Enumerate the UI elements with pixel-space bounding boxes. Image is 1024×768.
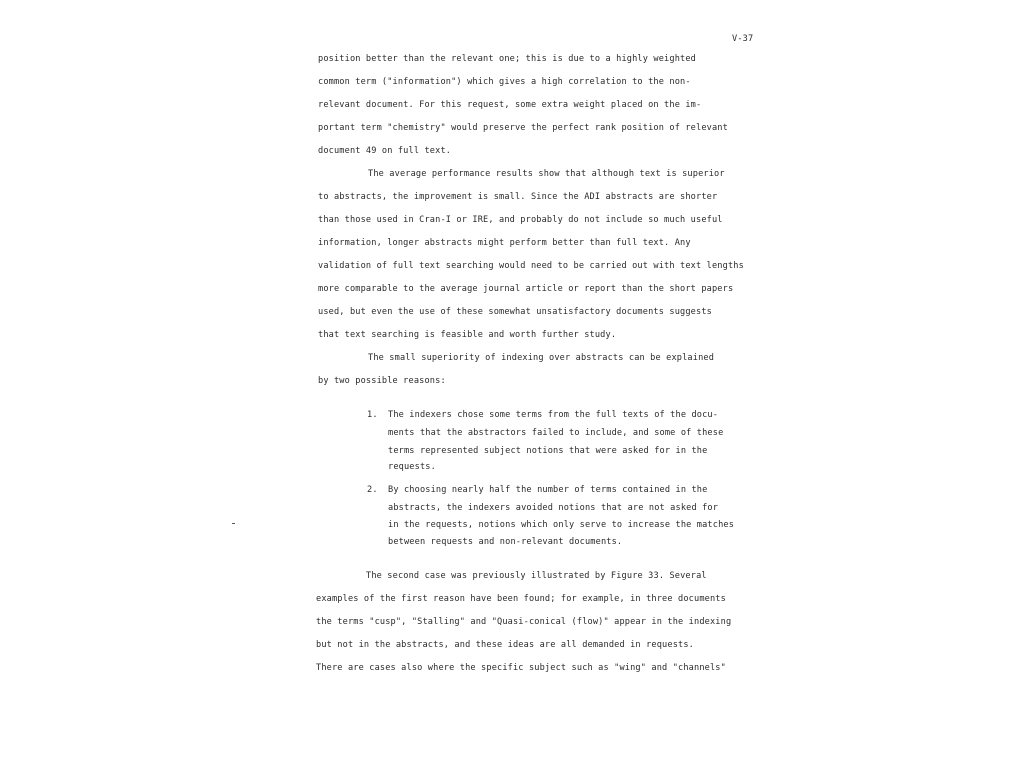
text-line: position better than the relevant one; this is due to a highly weighted	[318, 54, 696, 64]
text-line: between requests and non-relevant documents.	[388, 537, 623, 547]
text-line: examples of the first reason have been found; for example, in three documents	[316, 594, 726, 604]
text-line: in the requests, notions which only serve to increase the matches	[388, 520, 735, 530]
text-line: but not in the abstracts, and these ideas are all demanded in requests.	[316, 640, 694, 650]
text-line: used, but even the use of these somewhat unsatisfactory documents suggests	[318, 307, 712, 317]
text-line: The second case was previously illustrated by Figure 33. Several	[366, 571, 707, 581]
text-line: relevant document. For this request, some extra weight placed on the im-	[318, 100, 702, 110]
text-line: that text searching is feasible and worth further study.	[318, 330, 617, 340]
text-line: terms represented subject notions that were asked for in the	[388, 446, 708, 456]
text-line: abstracts, the indexers avoided notions that are not asked for	[388, 503, 719, 513]
page-number: V-37	[732, 34, 754, 44]
text-line: than those used in Cran-I or IRE, and probably do not include so much useful	[318, 215, 723, 225]
text-line: validation of full text searching would need to be carried out with text lengths	[318, 261, 744, 271]
text-line: By choosing nearly half the number of terms contained in the	[388, 485, 708, 495]
text-line: There are cases also where the specific subject such as "wing" and "channels"	[316, 663, 726, 673]
text-line: common term ("information") which gives a high correlation to the non-	[318, 77, 691, 87]
text-line: The small superiority of indexing over abstracts can be explained	[368, 353, 715, 363]
text-line: document 49 on full text.	[318, 146, 452, 156]
text-line: The average performance results show that although text is superior	[368, 169, 725, 179]
list-number: 2.	[367, 485, 378, 495]
text-line: ments that the abstractors failed to include, and some of these	[388, 428, 724, 438]
list-number: 1.	[367, 410, 378, 420]
text-line: to abstracts, the improvement is small. Since the ADI abstracts are shorter	[318, 192, 718, 202]
text-line: by two possible reasons:	[318, 376, 446, 386]
text-line: The indexers chose some terms from the full texts of the docu-	[388, 410, 719, 420]
text-line: requests.	[388, 462, 436, 472]
scan-speck	[232, 523, 235, 524]
text-line: portant term "chemistry" would preserve the perfect rank position of relevant	[318, 123, 728, 133]
text-line: more comparable to the average journal article or report than the short papers	[318, 284, 734, 294]
text-line: the terms "cusp", "Stalling" and "Quasi-conical (flow)" appear in the indexing	[316, 617, 732, 627]
text-line: information, longer abstracts might perform better than full text. Any	[318, 238, 691, 248]
